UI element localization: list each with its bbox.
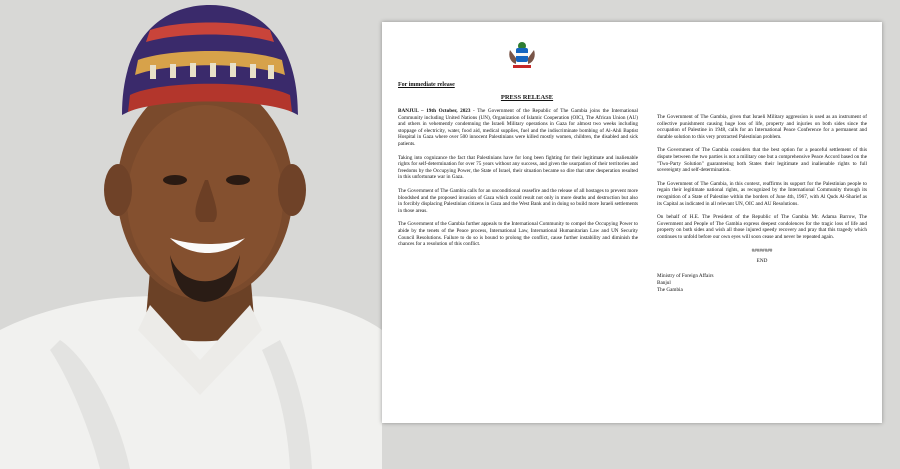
paragraph-6: The Government of The Gambia considers that the best option for a peaceful settlement of this dispute between the two parties is not a military one but a comprehensive Peace Accord based on the "Two-Party Solution" guaranteeing both States their legitimate and inalienable rights to full sovereignty and self-determination. xyxy=(657,147,867,174)
for-immediate-release-label: For immediate release xyxy=(398,82,455,88)
end-marker: END xyxy=(756,258,768,265)
signoff-ministry: Ministry of Foreign Affairs xyxy=(657,272,714,279)
right-column xyxy=(657,114,867,294)
signoff-city: Banjul xyxy=(657,279,671,286)
left-column xyxy=(398,108,638,255)
press-release-document xyxy=(382,22,882,423)
gambia-coat-of-arms-icon xyxy=(504,36,540,72)
signoff xyxy=(657,273,867,294)
paragraph-1-text: - The Government of the Republic of The Gambia joins the International Community including United Nations (UN), Organization of Islamic Cooperation (OIC), The African Union (AU) and others in vehemently condemning the Israeli Military operations in Gaza for almost two weeks including stoppage of electricity, water, food aid, medical supplies, fuel and the indiscriminate bombing of Al-Ahli Baptist Hospital in Gaza where over 500 innocent Palestinians were killed mostly women, children, the disabled and sick patients. xyxy=(398,108,638,147)
paragraph-3: The Government of The Gambia calls for an unconditional ceasefire and the release of all hostages to prevent more bloodshed and the proposed invasion of Gaza which could result not only in more deaths and destruction but also in forcibly displacing Palestinian citizens in Gaza and the West Bank and in doing so build more Israeli settlements in those areas. xyxy=(398,187,638,214)
separator: ######## xyxy=(751,247,773,254)
signoff-country: The Gambia xyxy=(657,286,683,293)
dateline: BANJUL – 19th October, 2023 xyxy=(398,108,471,114)
press-release-heading: PRESS RELEASE xyxy=(500,94,554,101)
paragraph-7: The Government of The Gambia, in this context, reaffirms its support for the Palestinian people to regain their legitimate national rights, as recognized by the International Community through its recognition of a State of Palestine within the borders of June 4th, 1967, with Al Quds Al-Sharief as its Capital as indicated in all relevant UN, OIC and AU Resolutions. xyxy=(657,180,867,207)
paragraph-1 xyxy=(398,108,638,148)
paragraph-2: Taking into cognizance the fact that Palestinians have for long been fighting for their legitimate and inalienable rights for self-determination for over 75 years without any success, and given the usurpation of their territories and freedoms by the Occupying Power, the State of Israel, their situation became so dire that utter desperation resulted in this unfortunate war in Gaza. xyxy=(398,154,638,181)
paragraph-5: The Government of The Gambia, given that Israeli Military aggression is used as an instrument of collective punishment causing huge loss of life, property and injuries on both sides since the occupation of Palestine in 1948, calls for an International Peace Conference for a permanent and durable solution to this very protracted Palestinian problem. xyxy=(657,114,867,140)
paragraph-4: The Government of the Gambia further appeals to the International Community to compel the Occupying Power to abide by the tenets of the Peace process, International Law, International Humanitarian Law and UN Security Council Resolutions. Failure to do so is bound to prolong the conflict, cause further instability and diminish the chances for a resolution of this conflict. xyxy=(398,221,638,248)
paragraph-8: On behalf of H.E. The President of the Republic of The Gambia Mr. Adama Barrow, The Government and People of The Gambia express deepest condolences for the tragic loss of life and property on both sides and wish all those injured speedy recovery and pray that this tragedy which continues to unfold before our own eyes will soon cease and never be repeated again. xyxy=(657,214,867,240)
